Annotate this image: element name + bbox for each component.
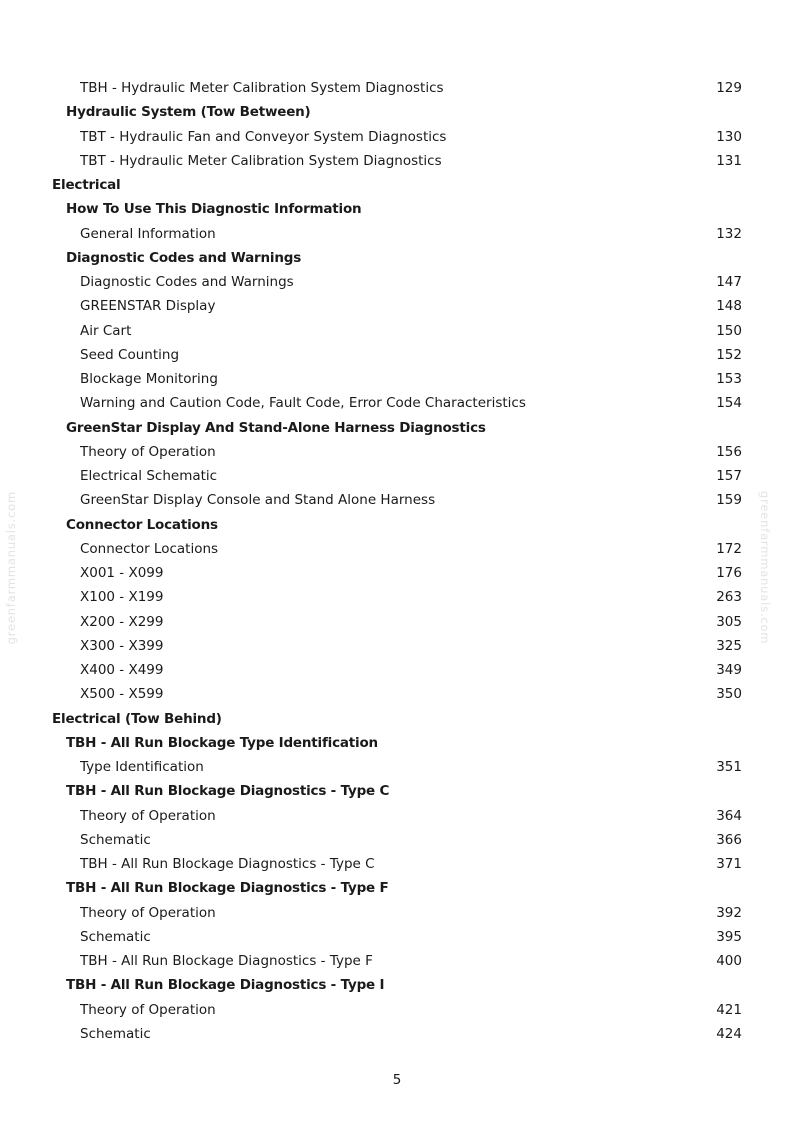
toc-entry-page-number: 350 (716, 686, 742, 703)
toc-entry-label: Hydraulic System (Tow Between) (66, 104, 311, 121)
toc-entry-label: TBH - All Run Blockage Diagnostics - Type C (66, 783, 390, 800)
toc-entry[interactable] (0, 828, 794, 852)
toc-heading[interactable] (0, 707, 794, 731)
toc-entry-label: Connector Locations (80, 540, 219, 557)
toc-entry[interactable] (0, 440, 794, 464)
toc-entry-page-number: 392 (716, 904, 742, 921)
toc-entry[interactable] (0, 852, 794, 876)
toc-entry[interactable] (0, 949, 794, 973)
toc-entry[interactable] (0, 149, 794, 173)
toc-entry-label: Diagnostic Codes and Warnings (80, 274, 294, 290)
toc-entry-label: Schematic (80, 928, 151, 945)
toc-heading[interactable] (0, 197, 794, 221)
toc-entry-label: TBH - All Run Blockage Diagnostics - Type I (66, 977, 385, 994)
toc-entry[interactable] (0, 561, 794, 585)
toc-entry-page-number: 400 (716, 953, 742, 969)
toc-entry-page-number: 150 (716, 322, 742, 339)
toc-entry-label: Electrical Schematic (80, 468, 218, 484)
toc-entry-label: Schematic (80, 831, 151, 848)
toc-entry[interactable] (0, 585, 794, 609)
toc-entry-label: X200 - X299 (80, 613, 164, 630)
toc-heading[interactable] (0, 973, 794, 997)
toc-entry-page-number: 157 (716, 468, 742, 484)
toc-entry-page-number: 130 (716, 128, 742, 145)
toc-entry[interactable] (0, 319, 794, 343)
toc-entry-label: X100 - X199 (80, 589, 164, 606)
toc-entry[interactable] (0, 658, 794, 682)
toc-entry-label: Type Identification (80, 759, 204, 775)
toc-entry-label: X500 - X599 (80, 686, 164, 703)
toc-entry-label: Theory of Operation (80, 904, 216, 921)
table-of-contents (0, 76, 794, 1046)
toc-entry[interactable] (0, 464, 794, 488)
toc-entry-page-number: 364 (716, 807, 742, 824)
toc-entry-page-number: 132 (716, 225, 742, 242)
toc-entry-page-number: 172 (716, 540, 742, 557)
toc-entry-label: Air Cart (80, 322, 132, 339)
toc-entry-label: Theory of Operation (80, 807, 216, 824)
toc-entry[interactable] (0, 1022, 794, 1046)
toc-entry[interactable] (0, 76, 794, 100)
watermark-right: greenfarmmanuals.com (758, 491, 772, 645)
toc-entry-page-number: 421 (716, 1001, 742, 1018)
toc-entry-label: X001 - X099 (80, 565, 164, 581)
toc-heading[interactable] (0, 416, 794, 440)
toc-entry-page-number: 349 (716, 662, 742, 678)
toc-entry-label: Seed Counting (80, 346, 180, 363)
toc-entry-page-number: 129 (716, 80, 742, 96)
toc-entry-label: Theory of Operation (80, 1001, 216, 1018)
toc-entry-label: Schematic (80, 1025, 151, 1042)
toc-entry[interactable] (0, 343, 794, 367)
toc-entry-page-number: 366 (716, 831, 742, 848)
watermark-left: greenfarmmanuals.com (4, 491, 18, 645)
toc-entry[interactable] (0, 270, 794, 294)
toc-entry-page-number: 424 (716, 1025, 742, 1042)
toc-entry[interactable] (0, 901, 794, 925)
toc-entry-label: Diagnostic Codes and Warnings (66, 249, 302, 266)
page-number: 5 (392, 1072, 402, 1088)
toc-entry-page-number: 263 (716, 589, 742, 606)
toc-heading[interactable] (0, 876, 794, 900)
toc-heading[interactable] (0, 173, 794, 197)
toc-entry-page-number: 176 (716, 565, 742, 581)
toc-entry-label: Theory of Operation (80, 443, 216, 460)
toc-entry[interactable] (0, 367, 794, 391)
toc-entry-label: TBT - Hydraulic Meter Calibration System Diagnostics (80, 152, 442, 169)
toc-entry[interactable] (0, 488, 794, 512)
toc-entry-label: X400 - X499 (80, 662, 164, 678)
toc-entry[interactable] (0, 804, 794, 828)
toc-entry-label: Warning and Caution Code, Fault Code, Error Code Characteristics (80, 395, 526, 412)
toc-entry-label: GreenStar Display And Stand-Alone Harness Diagnostics (66, 419, 486, 436)
toc-entry-label: TBH - All Run Blockage Diagnostics - Type F (66, 880, 389, 897)
toc-entry[interactable] (0, 925, 794, 949)
toc-heading[interactable] (0, 513, 794, 537)
toc-heading[interactable] (0, 779, 794, 803)
toc-entry-page-number: 351 (716, 759, 742, 775)
toc-entry-label: Electrical (Tow Behind) (52, 710, 222, 727)
toc-entry-page-number: 147 (716, 274, 742, 290)
toc-entry-page-number: 395 (716, 928, 742, 945)
toc-entry-label: How To Use This Diagnostic Information (66, 201, 362, 218)
toc-entry[interactable] (0, 125, 794, 149)
toc-entry-page-number: 305 (716, 613, 742, 630)
toc-heading[interactable] (0, 246, 794, 270)
toc-entry-page-number: 154 (716, 395, 742, 412)
toc-entry-label: TBH - All Run Blockage Diagnostics - Type F (80, 953, 373, 969)
toc-entry-label: GreenStar Display Console and Stand Alone Harness (80, 492, 436, 509)
toc-entry[interactable] (0, 222, 794, 246)
toc-entry-label: Electrical (52, 177, 121, 193)
toc-entry-page-number: 156 (716, 443, 742, 460)
toc-entry-label: GREENSTAR Display (80, 298, 216, 315)
toc-entry[interactable] (0, 294, 794, 318)
toc-entry[interactable] (0, 391, 794, 415)
toc-entry[interactable] (0, 755, 794, 779)
toc-entry[interactable] (0, 537, 794, 561)
toc-entry-page-number: 159 (716, 492, 742, 509)
toc-entry[interactable] (0, 610, 794, 634)
toc-entry-page-number: 152 (716, 346, 742, 363)
toc-entry-label: TBH - All Run Blockage Diagnostics - Type C (80, 856, 375, 872)
toc-entry-label: General Information (80, 225, 216, 242)
toc-entry[interactable] (0, 682, 794, 706)
toc-entry-page-number: 153 (716, 371, 742, 387)
toc-entry-label: Blockage Monitoring (80, 371, 218, 387)
toc-entry-page-number: 325 (716, 637, 742, 654)
toc-entry-page-number: 131 (716, 152, 742, 169)
toc-heading[interactable] (0, 100, 794, 124)
toc-entry-label: TBH - Hydraulic Meter Calibration System Diagnostics (80, 80, 444, 96)
toc-entry-page-number: 371 (716, 856, 742, 872)
toc-entry[interactable] (0, 634, 794, 658)
toc-entry-label: X300 - X399 (80, 637, 164, 654)
toc-entry-label: Connector Locations (66, 516, 218, 533)
toc-entry-label: TBT - Hydraulic Fan and Conveyor System Diagnostics (80, 128, 447, 145)
toc-heading[interactable] (0, 731, 794, 755)
toc-entry-label: TBH - All Run Blockage Type Identification (66, 734, 378, 751)
toc-entry[interactable] (0, 998, 794, 1022)
toc-entry-page-number: 148 (716, 298, 742, 315)
